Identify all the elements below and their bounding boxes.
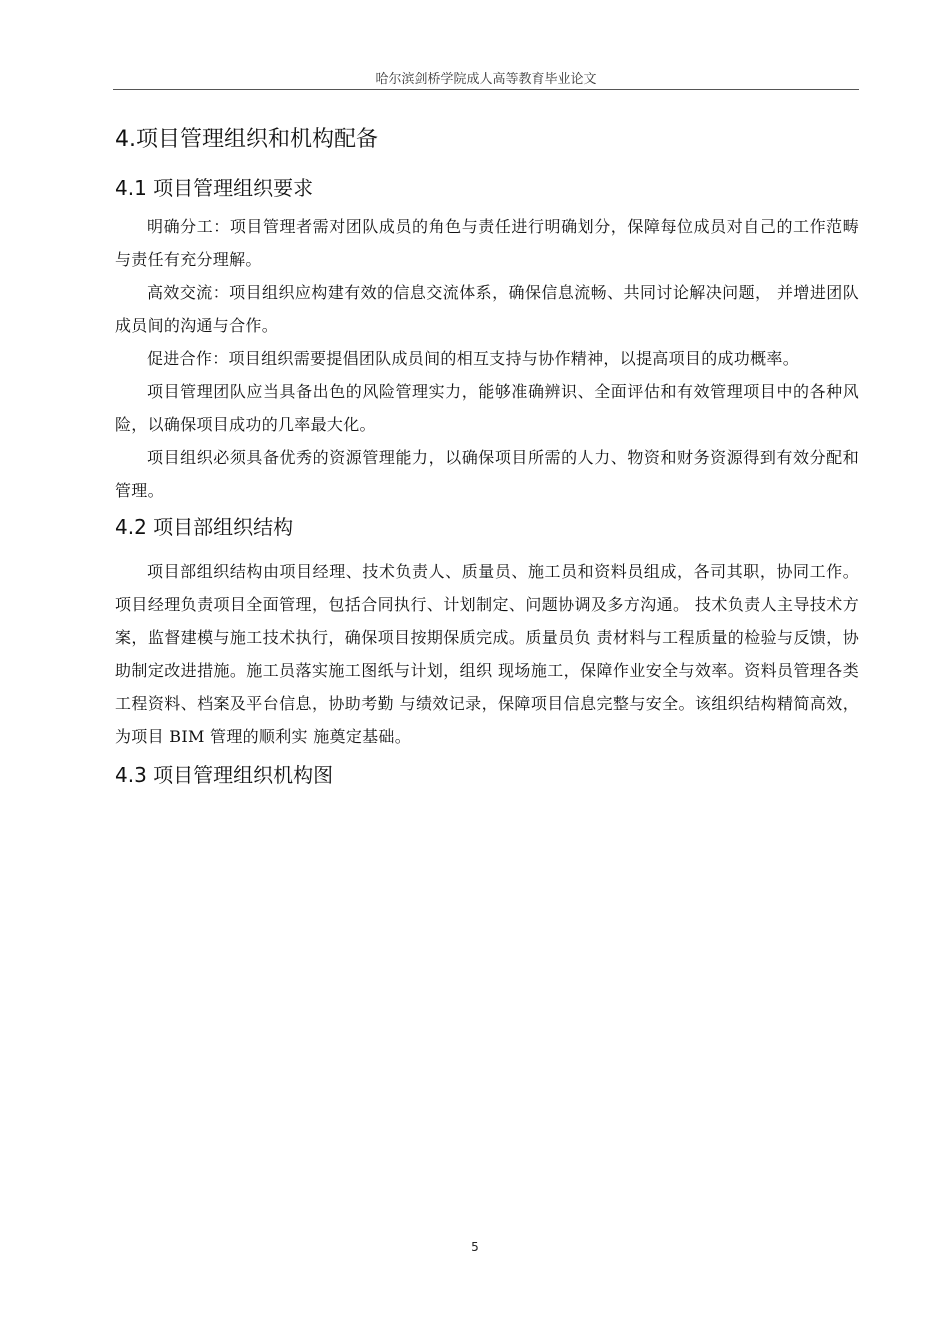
running-header: 哈尔滨剑桥学院成人高等教育毕业论文	[375, 72, 597, 87]
paragraph: 明确分工：项目管理者需对团队成员的角色与责任进行明确划分，保障每位成员对自己的工作范畴与责任有充分理解。	[115, 217, 859, 269]
paragraph: 高效交流：项目组织应构建有效的信息交流体系，确保信息流畅、共同讨论解决问题， 并增进团队成员间的沟通与合作。	[115, 283, 859, 335]
chapter-title: 4.项目管理组织和机构配备	[115, 127, 378, 152]
paragraph: 促进合作：项目组织需要提倡团队成员间的相互支持与协作精神，以提高项目的成功概率。	[147, 349, 800, 368]
header-divider	[113, 89, 859, 90]
page-number: 5	[471, 1240, 479, 1254]
paragraph: 项目部组织结构由项目经理、技术负责人、质量员、施工员和资料员组成，各司其职，协同工作。项目经理负责项目全面管理，包括合同执行、计划制定、问题协调及多方沟通。 技术负责人主导技术方案，监督建模与施工技术执行，确保项目按期保质完成。质量员负 责材料与工程质量的检验与反馈，协助制定改进措施。施工员落实施工图纸与计划，组织 现场施工，保障作业安全与效率。资料员管理各类工程资料、档案及平台信息，协助考勤 与绩效记录，保障项目信息完整与安全。该组织结构精简高效，为项目 BIM 管理的顺利实 施奠定基础。	[115, 562, 859, 746]
page-content	[115, 120, 859, 793]
section-title-4-1: 4.1 项目管理组织要求	[115, 176, 314, 200]
section-title-4-2: 4.2 项目部组织结构	[115, 515, 294, 539]
paragraph: 项目组织必须具备优秀的资源管理能力，以确保项目所需的人力、物资和财务资源得到有效分配和管理。	[115, 448, 859, 500]
paragraph: 项目管理团队应当具备出色的风险管理实力，能够准确辨识、全面评估和有效管理项目中的各种风险，以确保项目成功的几率最大化。	[115, 382, 859, 434]
section-title-4-3: 4.3 项目管理组织机构图	[115, 763, 334, 787]
